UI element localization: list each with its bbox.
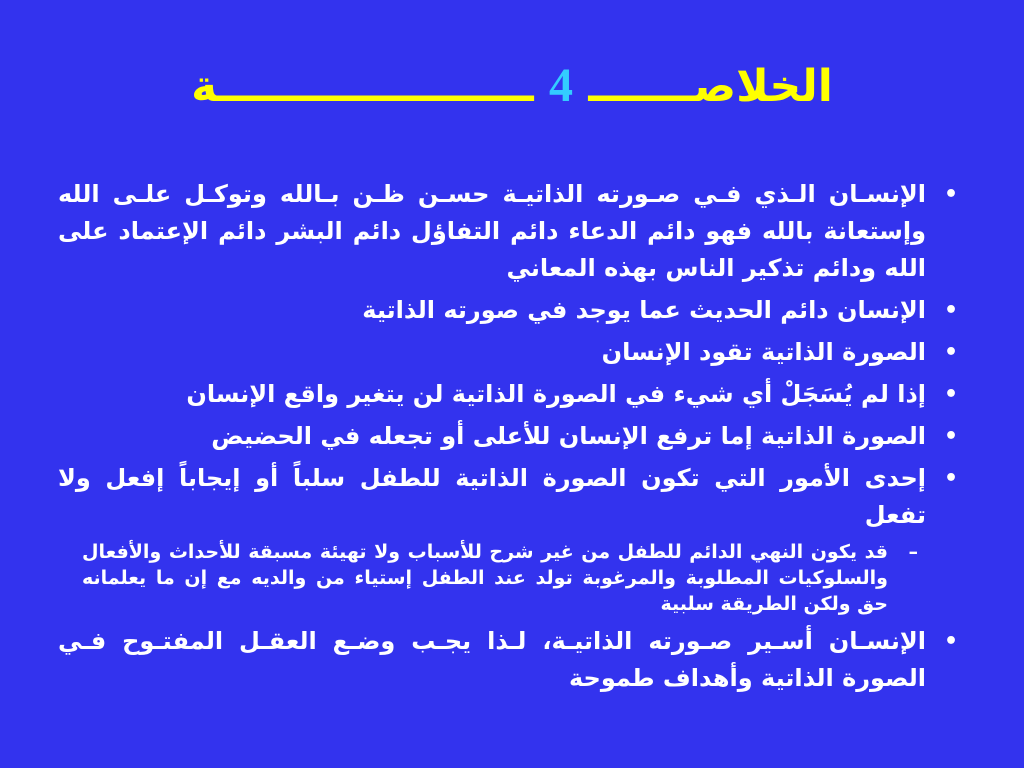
bullet-icon: •	[943, 182, 958, 207]
bullet-text: إذا لم يُسَجَلْ أي شيء في الصورة الذاتية لن يتغير واقع الإنسان	[186, 380, 926, 408]
bullet-text: الصورة الذاتية تقود الإنسان	[601, 338, 926, 366]
bullet-item	[58, 460, 964, 534]
bullet-item	[58, 176, 964, 287]
slide-title	[0, 58, 1024, 113]
dash-icon: –	[908, 541, 918, 563]
bullet-icon: •	[943, 466, 958, 491]
bullet-icon: •	[943, 298, 958, 323]
sub-bullet-item	[82, 539, 964, 617]
title-number: 4	[549, 59, 573, 112]
bullet-text: إحدى الأمور التي تكون الصورة الذاتية للطفل سلباً أو إيجاباً إفعل ولا تفعل	[58, 464, 926, 529]
sub-bullet-text: قد يكون النهي الدائم للطفل من غير شرح للأسباب ولا تهيئة مسبقة للأحداث والأفعال والسلوكيات المطلوبة والمرغوبة تولد عند الطفل إستياء من والديه مع إن ما يعلمانه حق ولكن الطريقة سلبية	[82, 541, 888, 615]
bullet-icon: •	[943, 382, 958, 407]
bullet-icon: •	[943, 424, 958, 449]
bullet-text: الإنسـان أسـير صـورته الذاتيـة، لـذا يجـب وضـع العقـل المفتـوح فـي الصورة الذاتية وأهداف طموحة	[58, 627, 926, 692]
bullet-icon: •	[943, 629, 958, 654]
bullet-item	[58, 376, 964, 413]
bullet-icon: •	[943, 340, 958, 365]
bullet-item	[58, 292, 964, 329]
bullet-text: الإنسـان الـذي فـي صـورته الذاتيـة حسـن ظـن بـالله وتوكـل علـى الله وإستعانة بالله فهو دائم الدعاء دائم التفاؤل دائم البشر دائم الإعتماد على الله ودائم تذكير الناس بهذه المعاني	[58, 180, 926, 282]
bullet-item	[58, 334, 964, 371]
bullet-text: الصورة الذاتية إما ترفع الإنسان للأعلى أو تجعله في الحضيض	[211, 422, 926, 450]
bullet-item	[58, 418, 964, 455]
title-text-end: ـــــــــــــــــــــة	[191, 61, 534, 112]
bullet-list	[58, 176, 964, 702]
title-text-start: الخلاصـــــــ	[588, 61, 833, 112]
bullet-text: الإنسان دائم الحديث عما يوجد في صورته الذاتية	[362, 296, 926, 324]
bullet-item	[58, 623, 964, 697]
